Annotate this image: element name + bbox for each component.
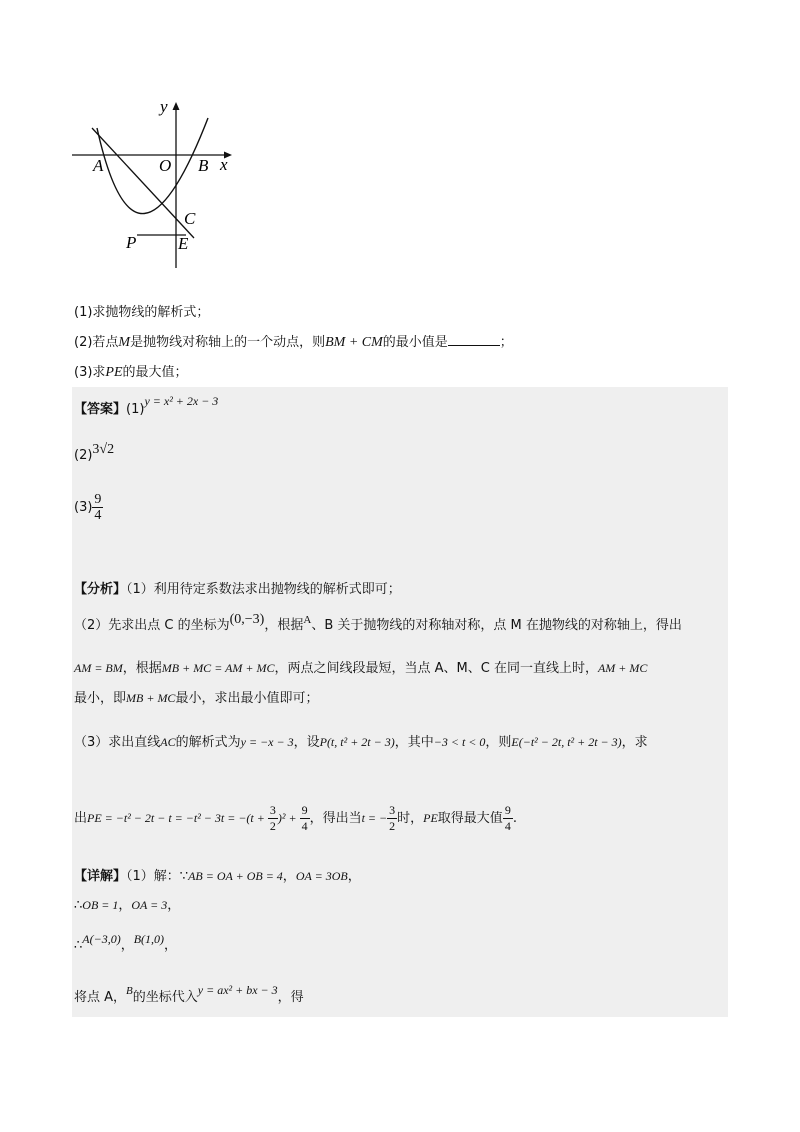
- question-2: [74, 331, 513, 351]
- question-2-suffix: 的最小值是: [382, 335, 448, 350]
- detail-l2-a: ∴: [74, 898, 83, 913]
- detail-l1-b: ，: [282, 869, 296, 884]
- analysis-line-4: [74, 687, 318, 706]
- detail-l4-b: 的坐标代入: [132, 990, 198, 1005]
- analysis-p4-t: t = −: [361, 811, 388, 825]
- answer-3-denominator: 4: [94, 508, 102, 523]
- detail-l4-c: ，得: [277, 990, 304, 1005]
- analysis-p3-a: （3）求出直线: [74, 735, 161, 750]
- detail-l4-a: 将点 A，: [74, 990, 127, 1005]
- analysis-p2-e: ，两点之间线段最短，当点 A、M、C 在同一直线上时，: [274, 661, 598, 676]
- analysis-p2-d: ，根据: [122, 661, 162, 676]
- analysis-p4-frac-4-num: 9: [504, 803, 511, 817]
- analysis-p4-frac-3-num: 3: [389, 803, 396, 817]
- analysis-p2-f: 最小，即: [74, 691, 127, 706]
- detail-l3-a: ∴: [74, 938, 83, 953]
- question-3-suffix: 的最大值；: [122, 365, 188, 380]
- analysis-p1: （1）利用待定系数法求出抛物线的解析式即可；: [126, 582, 401, 597]
- analysis-p2-a: （2）先求出点 C 的坐标为: [74, 618, 230, 633]
- analysis-p4-c: 时，: [397, 811, 424, 826]
- y-axis-arrow: [173, 102, 180, 110]
- analysis-p4-eq: PE = −t² − 2t − t = −t² − 3t = −: [87, 811, 247, 825]
- line-ac: [92, 128, 194, 238]
- answer-line-1: [74, 394, 219, 417]
- question-3-prefix: (3)求: [74, 365, 106, 380]
- analysis-p4-frac-2-num: 9: [301, 803, 308, 817]
- detail-line-2: [74, 894, 180, 913]
- analysis-p4-frac-4: [503, 803, 513, 834]
- detail-line-4: [74, 983, 304, 1005]
- detail-l1-eq: AB = OA + OB = 4: [188, 869, 283, 883]
- question-1-text: (1)求抛物线的解析式；: [74, 305, 210, 320]
- analysis-p2-b: ，根据: [264, 618, 304, 633]
- answer-line-3: [74, 492, 103, 523]
- analysis-p4-frac-2: [300, 803, 310, 834]
- answer-3-numerator: 9: [94, 492, 102, 507]
- question-2-point-m: M: [118, 335, 131, 350]
- analysis-label: 【分析】: [74, 582, 127, 597]
- analysis-line-2: [74, 614, 682, 634]
- answer-blank[interactable]: [448, 333, 500, 346]
- detail-line-3: [74, 934, 177, 953]
- analysis-line-3: [74, 657, 647, 676]
- analysis-p3-e-point: E(−t² − 2t, t² + 2t − 3): [511, 735, 622, 749]
- answer-line-2: [74, 442, 115, 464]
- analysis-p2-a-label: A: [303, 614, 312, 626]
- label-O: O: [159, 156, 172, 175]
- analysis-p4-paren-right: )²: [277, 811, 286, 825]
- analysis-p4-paren-left: (t +: [246, 811, 268, 825]
- parabola-figure: [70, 92, 240, 272]
- analysis-p2-coord: (0,−3): [229, 612, 265, 627]
- detail-l1-a: （1）解：∵: [126, 869, 189, 884]
- label-E: E: [178, 234, 189, 253]
- analysis-eq-mb-mc-2: MB + MC: [126, 691, 176, 705]
- detail-l3-point-a: A(−3,0): [82, 932, 121, 946]
- analysis-p3-f: ，求: [621, 735, 648, 750]
- label-C: C: [184, 209, 196, 228]
- question-3: [74, 361, 188, 381]
- analysis-p4-b: ，得出当: [309, 811, 362, 826]
- detail-l3-c: ，: [164, 938, 178, 953]
- detail-l3-b: ，: [120, 938, 134, 953]
- analysis-p4-frac-3: [387, 803, 397, 834]
- question-2-end: ；: [499, 335, 513, 350]
- label-y: y: [160, 97, 168, 116]
- analysis-p4-frac-4-den: 4: [504, 819, 511, 833]
- answer-3-fraction: [92, 492, 103, 523]
- question-2-prefix: (2)若点: [74, 335, 119, 350]
- label-P: P: [126, 233, 137, 252]
- label-B: B: [198, 156, 209, 175]
- detail-l2-eq: OB = 1: [82, 898, 119, 912]
- question-2-expr: BM + CM: [325, 335, 383, 350]
- analysis-p3-c: ，设: [293, 735, 320, 750]
- answer-2-num: (2): [74, 448, 93, 463]
- analysis-p4-a: 出: [74, 811, 88, 826]
- analysis-p4-e: .: [512, 811, 517, 826]
- analysis-p3-range: −3 < t < 0: [433, 735, 486, 749]
- answer-2-expr: 3√2: [92, 442, 115, 457]
- analysis-p3-ac: AC: [160, 735, 176, 749]
- answer-1-num: (1): [126, 402, 145, 417]
- answer-1-expr: y = x² + 2x − 3: [144, 394, 219, 408]
- analysis-eq-mb-mc: MB + MC = AM + MC: [161, 661, 275, 675]
- analysis-p4-pe: PE: [423, 811, 438, 825]
- detail-l1-c: ，: [347, 869, 361, 884]
- analysis-eq-am-mc: AM + MC: [597, 661, 648, 675]
- detail-l1-eq2: OA = 3OB: [295, 869, 348, 883]
- analysis-p2-g: 最小，求出最小值即可；: [175, 691, 319, 706]
- question-2-mid: 是抛物线对称轴上的一个动点，则: [130, 335, 326, 350]
- question-3-pe: PE: [105, 365, 123, 380]
- analysis-p4-frac-2-den: 4: [301, 819, 308, 833]
- answer-3-num: (3): [74, 500, 93, 515]
- detail-l2-c: ，: [167, 898, 181, 913]
- analysis-p3-b: 的解析式为: [175, 735, 241, 750]
- answer-label: 【答案】: [74, 402, 127, 417]
- analysis-p2-c: 、B 关于抛物线的对称轴对称，点 M 在抛物线的对称轴上，得出: [311, 618, 682, 633]
- analysis-eq-am-bm: AM = BM: [74, 661, 123, 675]
- analysis-p4-plus: +: [285, 811, 300, 825]
- analysis-p3-p: P(t, t² + 2t − 3): [319, 735, 395, 749]
- analysis-line-1: [74, 578, 401, 597]
- label-x: x: [220, 155, 228, 174]
- analysis-line-5: [74, 731, 648, 750]
- detail-l2-b: ，: [118, 898, 132, 913]
- detail-line-1: [74, 865, 361, 884]
- analysis-p4-frac-3-den: 2: [389, 819, 396, 833]
- analysis-p4-d: 取得最大值: [437, 811, 503, 826]
- detail-l2-eq2: OA = 3: [131, 898, 168, 912]
- detail-l3-point-b: B(1,0): [133, 932, 165, 946]
- analysis-p3-d: ，其中: [394, 735, 434, 750]
- analysis-p4-frac-1-den: 2: [269, 819, 276, 833]
- analysis-p3-eq: y = −x − 3: [240, 735, 294, 749]
- analysis-p4-frac-1: [268, 803, 278, 834]
- parabola-curve: [97, 118, 208, 214]
- question-1: [74, 301, 209, 320]
- detail-l4-b-label: B: [126, 985, 133, 997]
- analysis-line-6: [74, 803, 517, 834]
- label-A: A: [93, 156, 104, 175]
- analysis-p4-frac-1-num: 3: [269, 803, 276, 817]
- analysis-p3-e: ，则: [485, 735, 512, 750]
- detail-l4-eq: y = ax² + bx − 3: [197, 983, 278, 997]
- detail-label: 【详解】: [74, 869, 127, 884]
